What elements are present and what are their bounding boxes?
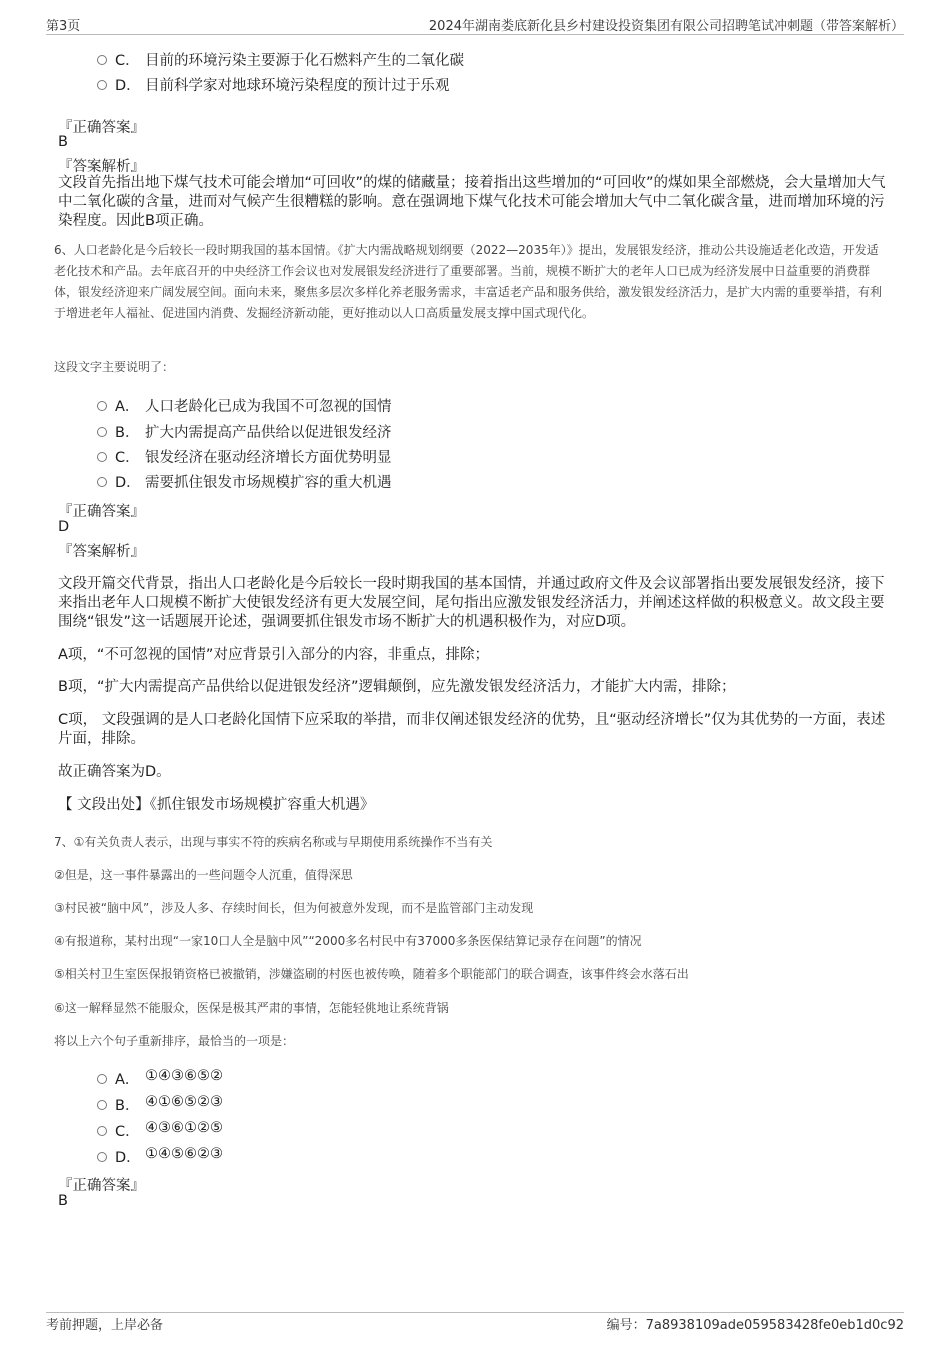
- option-letter: A．: [115, 1072, 140, 1088]
- q5-analysis: 文段首先指出地下煤气技术可能会增加“可回收”的煤的储藏量；接着指出这些增加的“可回收”的煤如果全部燃烧，会大量增加大气中二氧化碳的含量，进而对气候产生很糟糕的影响。意在强调地下煤气化技术可能会增加大气中二氧化碳含量，进而增加环境的污染程度。因此B项正确。: [58, 175, 886, 229]
- option-text: 银发经济在驱动经济增长方面优势明显: [145, 450, 392, 466]
- q6-passage: 6、人口老龄化是今后较长一段时期我国的基本国情。《扩大内需战略规划纲要（2022—2035年）》提出，发展银发经济，推动公共设施适老化改造，开发适老化技术和产品。去年底召开的中央经济工作会议也对发展银发经济进行了重要部署。当前，规模不断扩大的老年人口已成为经济发展中日益重要的消费群体，银发经济迎来广阔发展空间。面向未来，聚焦多层次多样化养老服务需求，丰富适老产品和服务供给，激发银发经济活力，是扩大内需的重要举措，有利于增进老年人福祉、促进国内消费、发掘经济新动能，更好推动以人口高质量发展支撑中国式现代化。: [54, 243, 883, 320]
- q7-sentence-3: ③村民被“脑中风”，涉及人多、存续时间长，但为何被意外发现，而不是监管部门主动发现: [54, 901, 534, 915]
- option-text: 目前科学家对地球环境污染程度的预计过于乐观: [145, 78, 450, 94]
- option-text: ①④③⑥⑤②: [145, 1068, 223, 1084]
- q7-sentence-4: ④有报道称，某村出现“一家10口人全是脑中风”“2000多名村民中有37000多条医保结算记录存在问题”的情况: [54, 934, 642, 948]
- option-letter: C．: [115, 1124, 140, 1140]
- q6-question: 这段文字主要说明了：: [54, 360, 175, 374]
- radio-icon[interactable]: [97, 401, 107, 411]
- option-letter: D．: [115, 78, 141, 94]
- q7-sentence-1: 7、①有关负责人表示，出现与事实不符的疾病名称或与早期使用系统操作不当有关: [54, 835, 493, 849]
- footer-slogan: 考前押题，上岸必备: [46, 1318, 164, 1333]
- radio-icon[interactable]: [97, 1152, 107, 1162]
- q6-answer-label: 『正确答案』: [58, 504, 145, 520]
- footer-code-value: 7a8938109ade059583428fe0eb1d0c92: [645, 1318, 904, 1333]
- option-text: 人口老龄化已成为我国不可忽视的国情: [145, 399, 392, 415]
- option-letter: C．: [115, 53, 140, 69]
- footer-divider: [46, 1312, 904, 1313]
- option-letter: C．: [115, 450, 140, 466]
- q5-analysis-label: 『答案解析』: [58, 159, 145, 175]
- option-text: ①④⑤⑥②③: [145, 1146, 223, 1162]
- radio-icon[interactable]: [97, 477, 107, 487]
- option-letter: B．: [115, 425, 140, 441]
- option-text: 目前的环境污染主要源于化石燃料产生的二氧化碳: [145, 53, 464, 69]
- option-text: 扩大内需提高产品供给以促进银发经济: [145, 425, 392, 441]
- option-text: ④①⑥⑤②③: [145, 1094, 223, 1110]
- q6-answer: D: [58, 519, 70, 535]
- option-letter: D．: [115, 1150, 141, 1166]
- radio-icon[interactable]: [97, 1100, 107, 1110]
- q7-sentence-5: ⑤相关村卫生室医保报销资格已被撤销，涉嫌盗刷的村医也被传唤，随着多个职能部门的联合调查，该事件终会水落石出: [54, 967, 689, 981]
- page-number: 第3页: [46, 19, 81, 34]
- q7-sentence-2: ②但是，这一事件暴露出的一些问题令人沉重，值得深思: [54, 868, 353, 882]
- footer-code: [607, 1314, 904, 1333]
- q6-conclusion: 故正确答案为D。: [58, 764, 171, 780]
- radio-icon[interactable]: [97, 1126, 107, 1136]
- radio-icon[interactable]: [97, 1074, 107, 1084]
- q6-explain-c: C项， 文段强调的是人口老龄化国情下应采取的举措，而非仅阐述银发经济的优势，且“驱动经济增长”仅为其优势的一方面，表述片面，排除。: [58, 712, 886, 747]
- q6-analysis: 文段开篇交代背景，指出人口老龄化是今后较长一段时期我国的基本国情，并通过政府文件及会议部署指出要发展银发经济，接下来指出老年人口规模不断扩大使银发经济有更大发展空间，尾句指出应激发银发经济活力，并阐述这样做的积极意义。故文段主要围绕“银发”这一话题展开论述，强调要抓住银发市场不断扩大的机遇积极作为，对应D项。: [58, 576, 885, 630]
- option-text: 需要抓住银发市场规模扩容的重大机遇: [145, 475, 392, 491]
- option-letter: D．: [115, 475, 141, 491]
- footer-code-label: 编号：: [606, 1318, 646, 1333]
- document-title: 2024年湖南娄底新化县乡村建设投资集团有限公司招聘笔试冲刺题（带答案解析）: [428, 19, 904, 34]
- q5-answer-label: 『正确答案』: [58, 120, 145, 136]
- q5-answer: B: [58, 134, 68, 150]
- radio-icon[interactable]: [97, 427, 107, 437]
- q7-answer: B: [58, 1193, 68, 1209]
- q6-explain-b: B项，“扩大内需提高产品供给以促进银发经济”逻辑颠倒，应先激发银发经济活力，才能扩大内需，排除；: [58, 679, 736, 695]
- q7-question: 将以上六个句子重新排序，最恰当的一项是：: [54, 1034, 295, 1048]
- option-text: ④③⑥①②⑤: [145, 1120, 223, 1136]
- radio-icon[interactable]: [97, 55, 107, 65]
- q7-answer-label: 『正确答案』: [58, 1178, 145, 1194]
- q6-analysis-label: 『答案解析』: [58, 544, 145, 560]
- option-letter: A．: [115, 399, 140, 415]
- q7-sentence-6: ⑥这一解释显然不能服众，医保是极其严肃的事情，怎能轻佻地让系统背锅: [54, 1001, 449, 1015]
- option-letter: B．: [115, 1098, 140, 1114]
- q6-explain-a: A项，“不可忽视的国情”对应背景引入部分的内容，非重点，排除；: [58, 647, 489, 663]
- header-divider: [46, 34, 904, 35]
- radio-icon[interactable]: [97, 80, 107, 90]
- radio-icon[interactable]: [97, 452, 107, 462]
- q6-source: 【 文段出处】《抓住银发市场规模扩容重大机遇》: [58, 797, 375, 813]
